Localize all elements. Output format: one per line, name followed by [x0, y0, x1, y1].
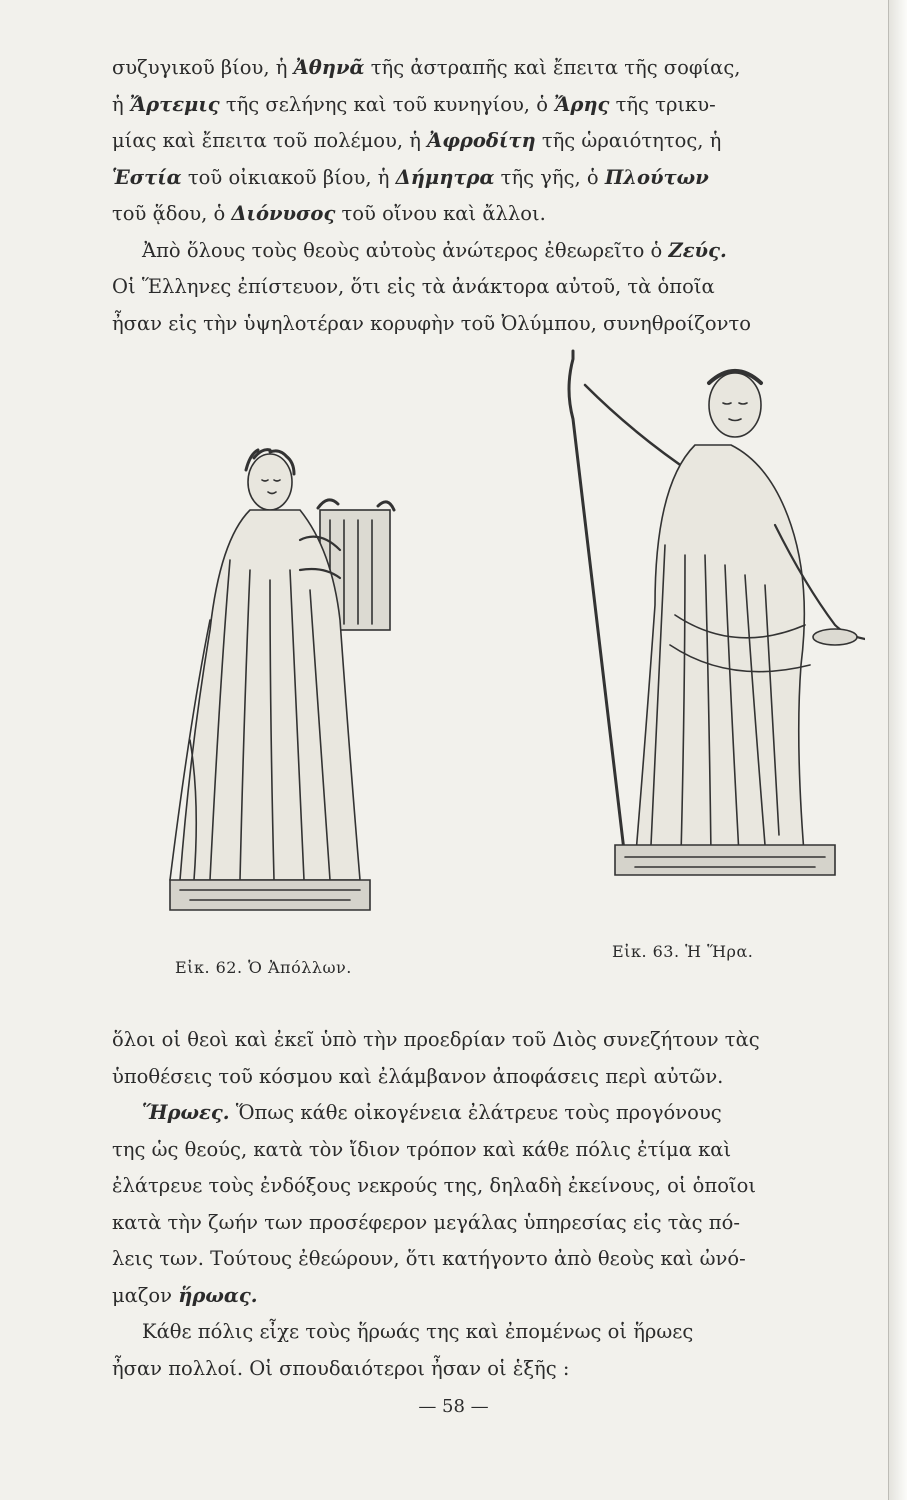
- text-line: Οἱ Ἕλληνες ἐπίστευον, ὅτι εἰς τὰ ἀνάκτορα αὐτοῦ, τὰ ὁποῖα: [112, 275, 715, 298]
- bottom-paragraph-block: [112, 1022, 872, 1387]
- god-name-athena: Ἀθηνᾶ: [293, 56, 365, 79]
- text-line: Ἥρωες. Ὅπως κάθε οἰκογένεια ἐλάτρευε τοὺς προγόνους: [142, 1101, 722, 1124]
- figure-caption-hera: Εἰκ. 63. Ἡ Ἥρα.: [612, 942, 754, 961]
- hera-statue-illustration: [555, 345, 865, 915]
- text-line: ἐλάτρευε τοὺς ἐνδόξους νεκρούς της, δηλαδὴ ἐκείνους, οἱ ὁποῖοι: [112, 1174, 757, 1197]
- text-line: ὅλοι οἱ θεοὶ καὶ ἐκεῖ ὑπὸ τὴν προεδρίαν τοῦ Διὸς συνεζήτουν τὰς: [112, 1028, 760, 1051]
- god-name-hestia: Ἑστία: [112, 165, 182, 189]
- figure-caption-apollo: Εἰκ. 62. Ὁ Ἀπόλλων.: [175, 958, 352, 977]
- top-paragraph-block: [112, 50, 872, 342]
- text-line: ἦσαν πολλοί. Οἱ σπουδαιότεροι ἦσαν οἱ ἑξῆς :: [112, 1356, 570, 1380]
- text-line: λεις των. Τούτους ἐθεώρουν, ὅτι κατήγοντο ἀπὸ θεοὺς καὶ ὠνό-: [112, 1247, 746, 1270]
- text-line: τοῦ ᾅδου, ὁ Διόνυσος τοῦ οἴνου καὶ ἄλλοι.: [112, 202, 546, 225]
- text-line: ἡ Ἄρτεμις τῆς σελήνης καὶ τοῦ κυνηγίου, ὁ Ἄρης τῆς τρικυ-: [112, 92, 716, 116]
- text-line: Κάθε πόλις εἶχε τοὺς ἥρωάς της καὶ ἐπομένως οἱ ἥρωες: [142, 1320, 694, 1343]
- text-line: ὑποθέσεις τοῦ κόσμου καὶ ἐλάμβανον ἀποφάσεις περὶ αὐτῶν.: [112, 1064, 724, 1088]
- god-name-zeus: Ζεύς.: [668, 238, 727, 262]
- god-name-artemis: Ἄρτεμις: [129, 92, 220, 116]
- text-line: Ἀπὸ ὅλους τοὺς θεοὺς αὐτοὺς ἀνώτερος ἐθεωρεῖτο ὁ Ζεύς.: [142, 238, 727, 262]
- god-name-ares: Ἄρης: [554, 92, 610, 116]
- apollo-statue-illustration: [150, 440, 410, 920]
- god-name-pluto: Πλούτων: [604, 165, 709, 189]
- god-name-dionysus: Διόνυσος: [231, 202, 336, 225]
- text-line: της ὡς θεούς, κατὰ τὸν ἴδιον τρόπον καὶ κάθε πόλις ἐτίμα καὶ: [112, 1137, 732, 1161]
- god-name-aphrodite: Ἀφροδίτη: [427, 129, 536, 152]
- text-line: συζυγικοῦ βίου, ἡ Ἀθηνᾶ τῆς ἀστραπῆς καὶ ἔπειτα τῆς σοφίας,: [112, 56, 741, 79]
- book-spine-edge: [888, 0, 907, 1500]
- text-line: ἦσαν εἰς τὴν ὑψηλοτέραν κορυφὴν τοῦ Ὀλύμπου, συνηθροίζοντο: [112, 311, 751, 335]
- text-line: μίας καὶ ἔπειτα τοῦ πολέμου, ἡ Ἀφροδίτη τῆς ὡραιότητος, ἡ: [112, 129, 722, 152]
- section-title-heroes: Ἥρωες.: [142, 1101, 230, 1124]
- term-heroas: ἥρωας.: [178, 1283, 258, 1307]
- text-line: κατὰ τὴν ζωήν των προσέφερον μεγάλας ὑπηρεσίας εἰς τὰς πό-: [112, 1210, 740, 1234]
- page-number: — 58 —: [418, 1396, 489, 1417]
- god-name-demeter: Δήμητρα: [395, 165, 495, 189]
- text-line: Ἑστία τοῦ οἰκιακοῦ βίου, ἡ Δήμητρα τῆς γῆς, ὁ Πλούτων: [112, 165, 709, 189]
- text-line: μαζον ἥρωας.: [112, 1283, 258, 1307]
